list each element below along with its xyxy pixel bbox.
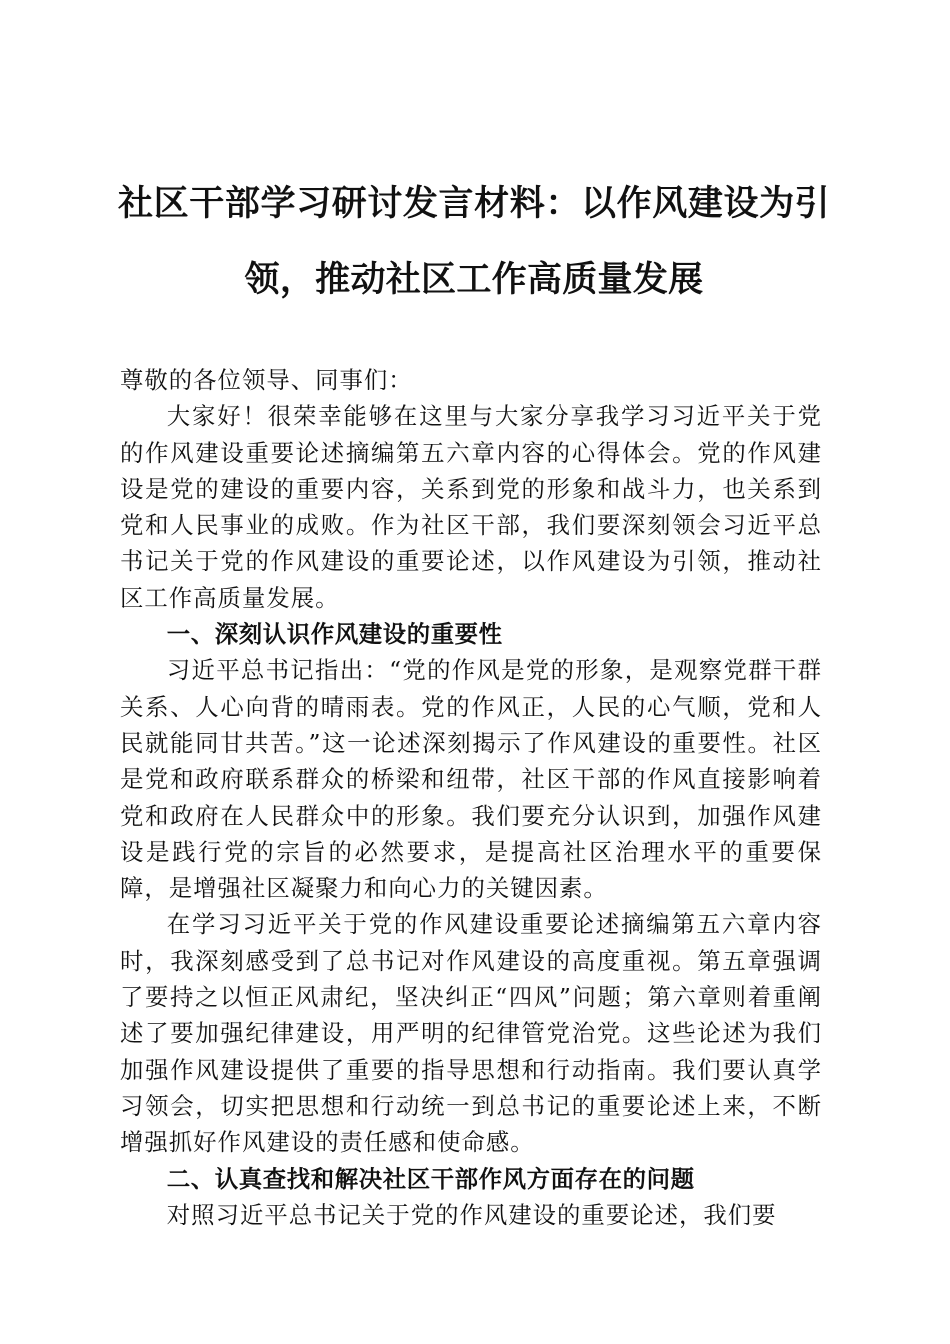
paragraph-3: 对照习近平总书记关于党的作风建设的重要论述，我们要 — [166, 1200, 777, 1229]
section-heading-2: 二、认真查找和解决社区干部作风方面存在的问题 — [166, 1164, 695, 1193]
document-title: 社区干部学习研讨发言材料：以作风建设为引领，推动社区工作高质量发展 — [118, 184, 830, 300]
document-body — [120, 362, 822, 1233]
paragraph-2: 在学习习近平关于党的作风建设重要论述摘编第五六章内容时，我深刻感受到了总书记对作风建设的高度重视。第五章强调了要持之以恒正风肃纪，坚决纠正“四风”问题；第六章则着重阐述了要加强纪律建设，用严明的纪律管党治党。这些论述为我们加强作风建设提供了重要的指导思想和行动指南。我们要认真学习领会，切实把思想和行动统一到总书记的重要论述上来，不断增强抓好作风建设的责任感和使命感。 — [120, 910, 822, 1157]
intro-paragraph: 大家好！很荣幸能够在这里与大家分享我学习习近平关于党的作风建设重要论述摘编第五六章内容的心得体会。党的作风建设是党的建设的重要内容，关系到党的形象和战斗力，也关系到党和人民事业的成败。作为社区干部，我们要深刻领会习近平总书记关于党的作风建设的重要论述，以作风建设为引领，推动社区工作高质量发展。 — [120, 402, 822, 612]
section-heading-1: 一、深刻认识作风建设的重要性 — [166, 620, 503, 649]
greeting: 尊敬的各位领导、同事们： — [120, 366, 413, 394]
paragraph-1: 习近平总书记指出：“党的作风是党的形象，是观察党群干群关系、人心向背的晴雨表。党的作风正，人民的心气顺，党和人民就能同甘共苦。”这一论述深刻揭示了作风建设的重要性。社区是党和政府联系群众的桥梁和纽带，社区干部的作风直接影响着党和政府在人民群众中的形象。我们要充分认识到，加强作风建设是践行党的宗旨的必然要求，是提高社区治理水平的重要保障，是增强社区凝聚力和向心力的关键因素。 — [120, 656, 822, 903]
